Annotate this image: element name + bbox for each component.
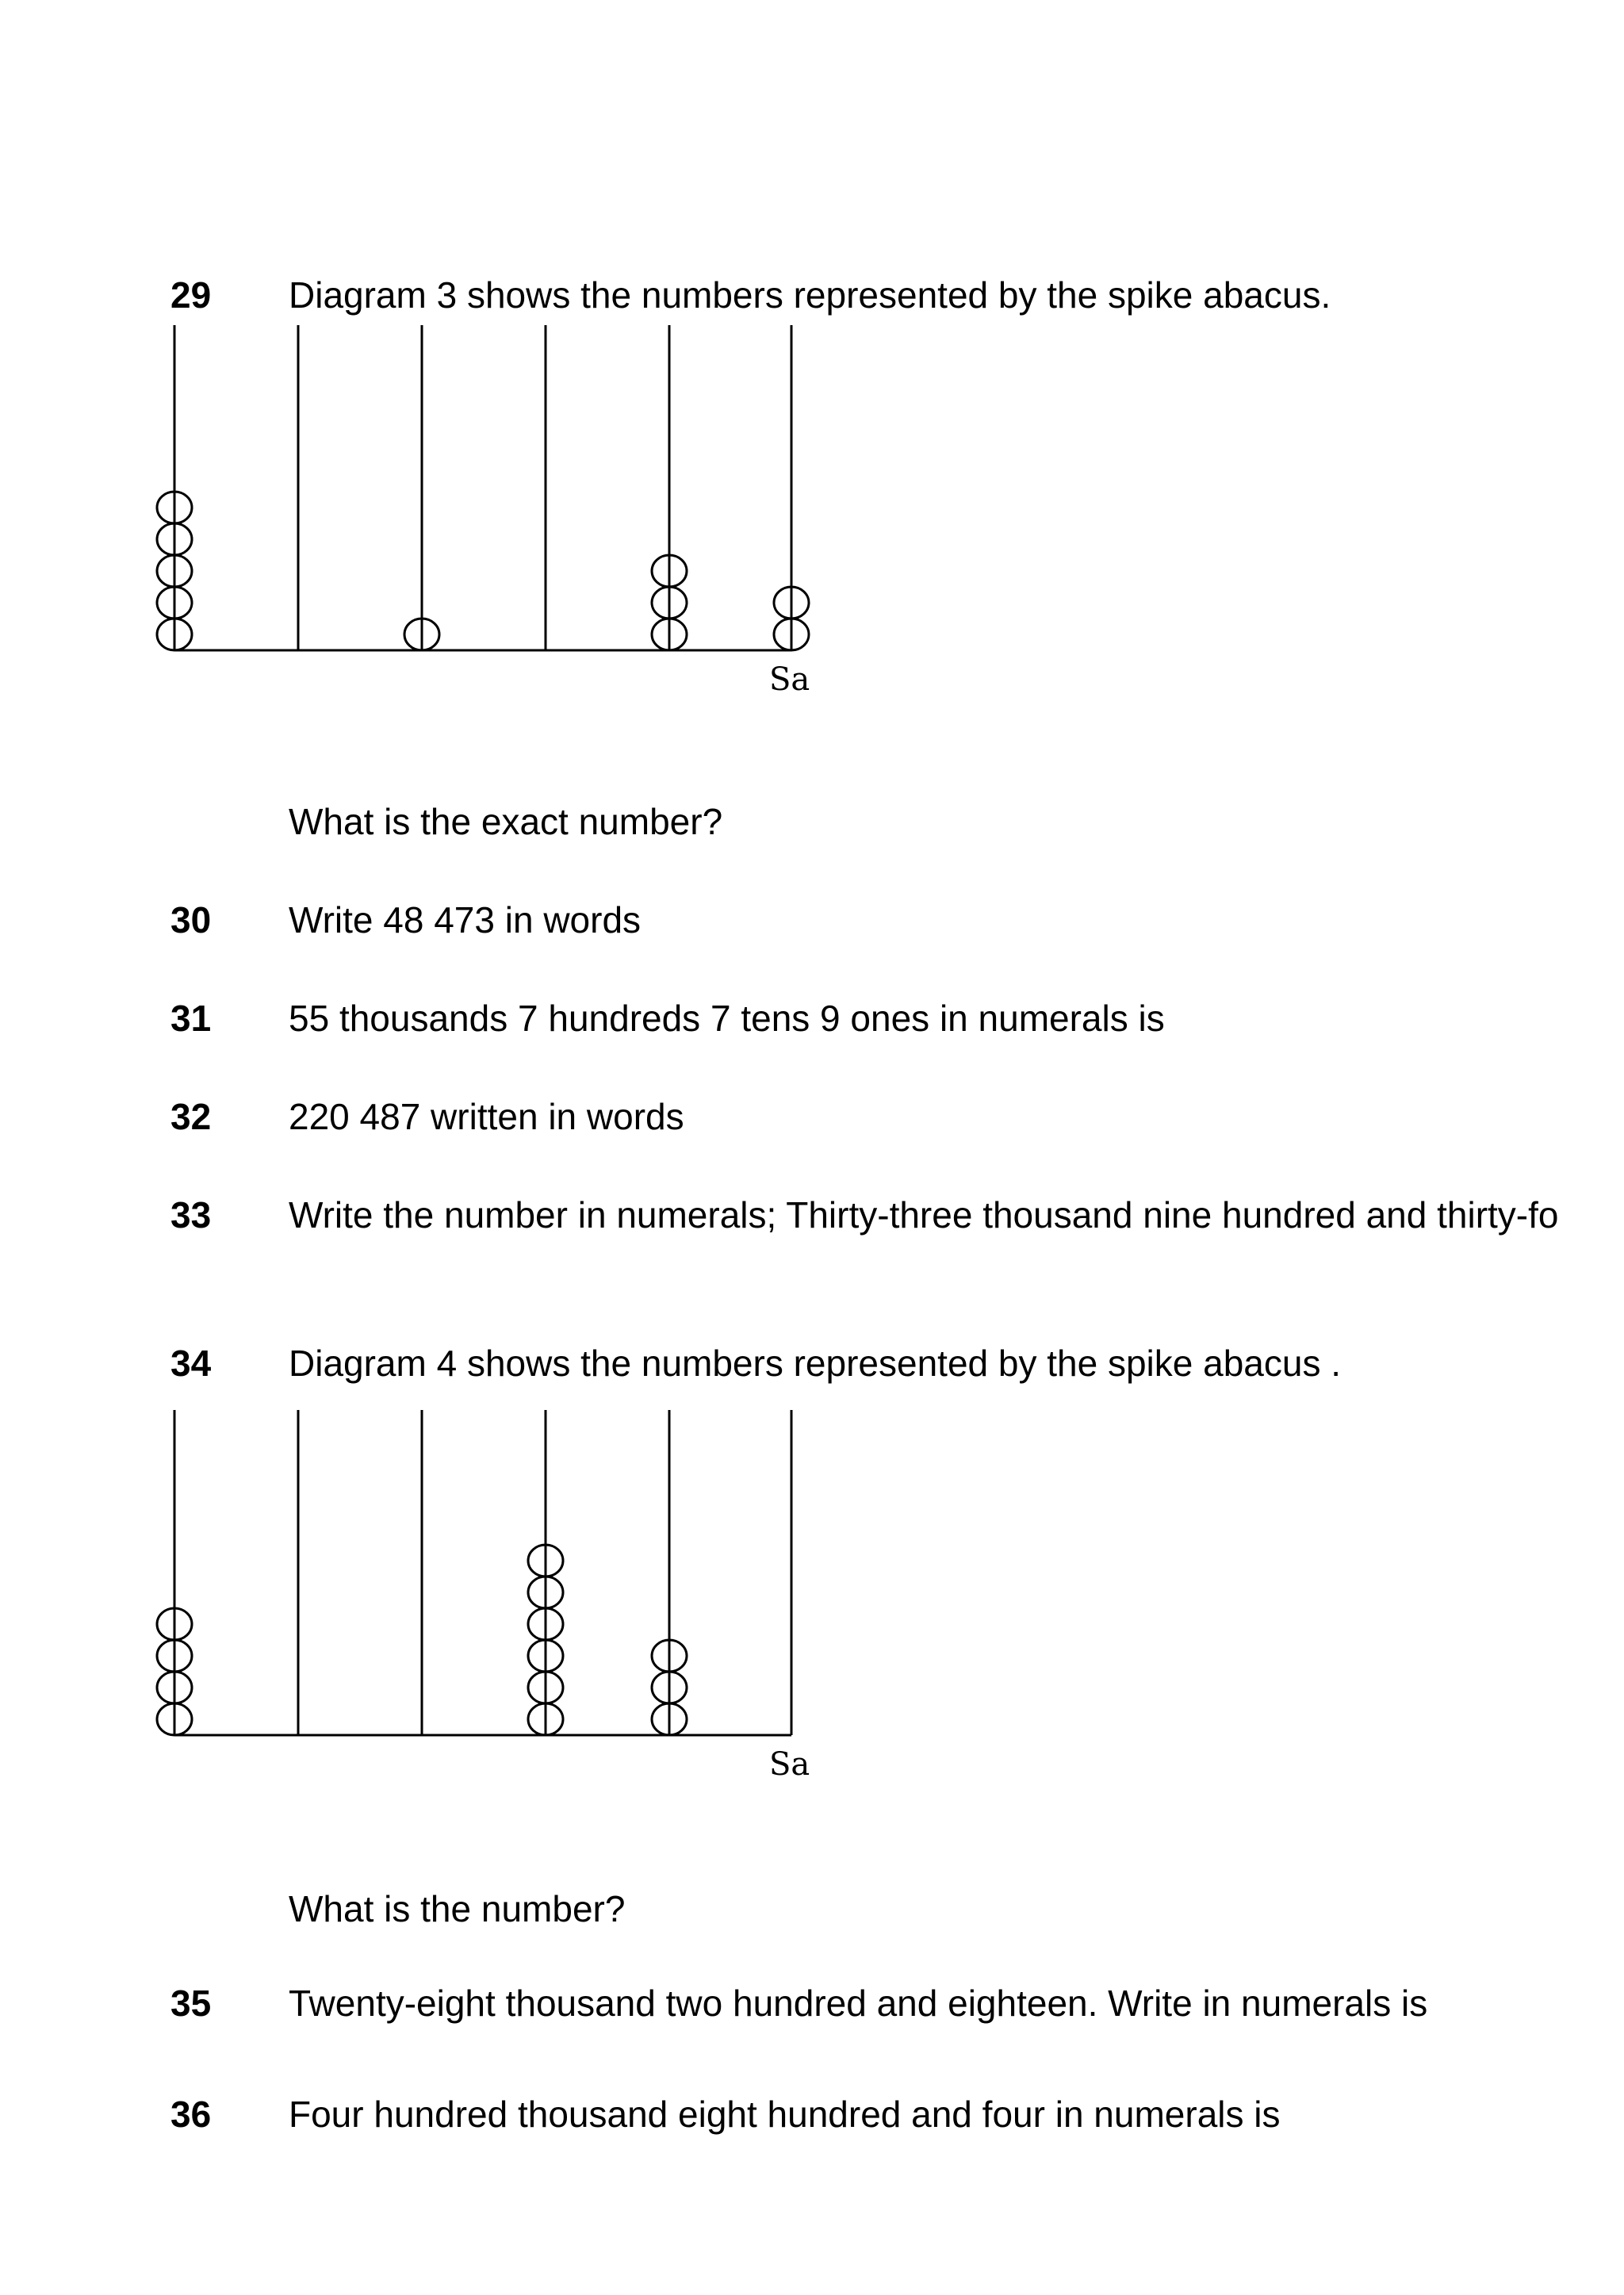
abacus-label: Sa xyxy=(769,661,810,698)
question-number-30: 30 xyxy=(170,899,212,941)
question-text-30: Write 48 473 in words xyxy=(289,899,642,941)
question-text-31: 55 thousands 7 hundreds 7 tens 9 ones in numerals is xyxy=(289,998,1165,1039)
question-text-34-sub: What is the number? xyxy=(289,1888,626,1929)
spike-abacus-diagram-4 xyxy=(143,1402,841,1814)
question-number-35: 35 xyxy=(170,1983,212,2024)
question-number-32: 32 xyxy=(170,1096,212,1137)
question-text-29: Diagram 3 shows the numbers represented by the spike abacus. xyxy=(289,274,1331,316)
question-text-34: Diagram 4 shows the numbers represented by the spike abacus . xyxy=(289,1343,1342,1384)
question-number-29: 29 xyxy=(170,274,212,316)
abacus-label: Sa xyxy=(769,1746,810,1783)
question-text-32: 220 487 written in words xyxy=(289,1096,684,1137)
question-number-31: 31 xyxy=(170,998,212,1039)
question-text-36: Four hundred thousand eight hundred and four in numerals is xyxy=(289,2094,1281,2135)
question-text-33: Write the number in numerals; Thirty-three thousand nine hundred and thirty-fo xyxy=(289,1194,1559,1236)
question-text-35: Twenty-eight thousand two hundred and eighteen. Write in numerals is xyxy=(289,1983,1428,2024)
question-number-36: 36 xyxy=(170,2094,212,2135)
question-text-29-sub: What is the exact number? xyxy=(289,801,723,842)
spike-abacus-diagram-3 xyxy=(143,317,841,730)
question-number-34: 34 xyxy=(170,1343,212,1384)
question-number-33: 33 xyxy=(170,1194,212,1236)
